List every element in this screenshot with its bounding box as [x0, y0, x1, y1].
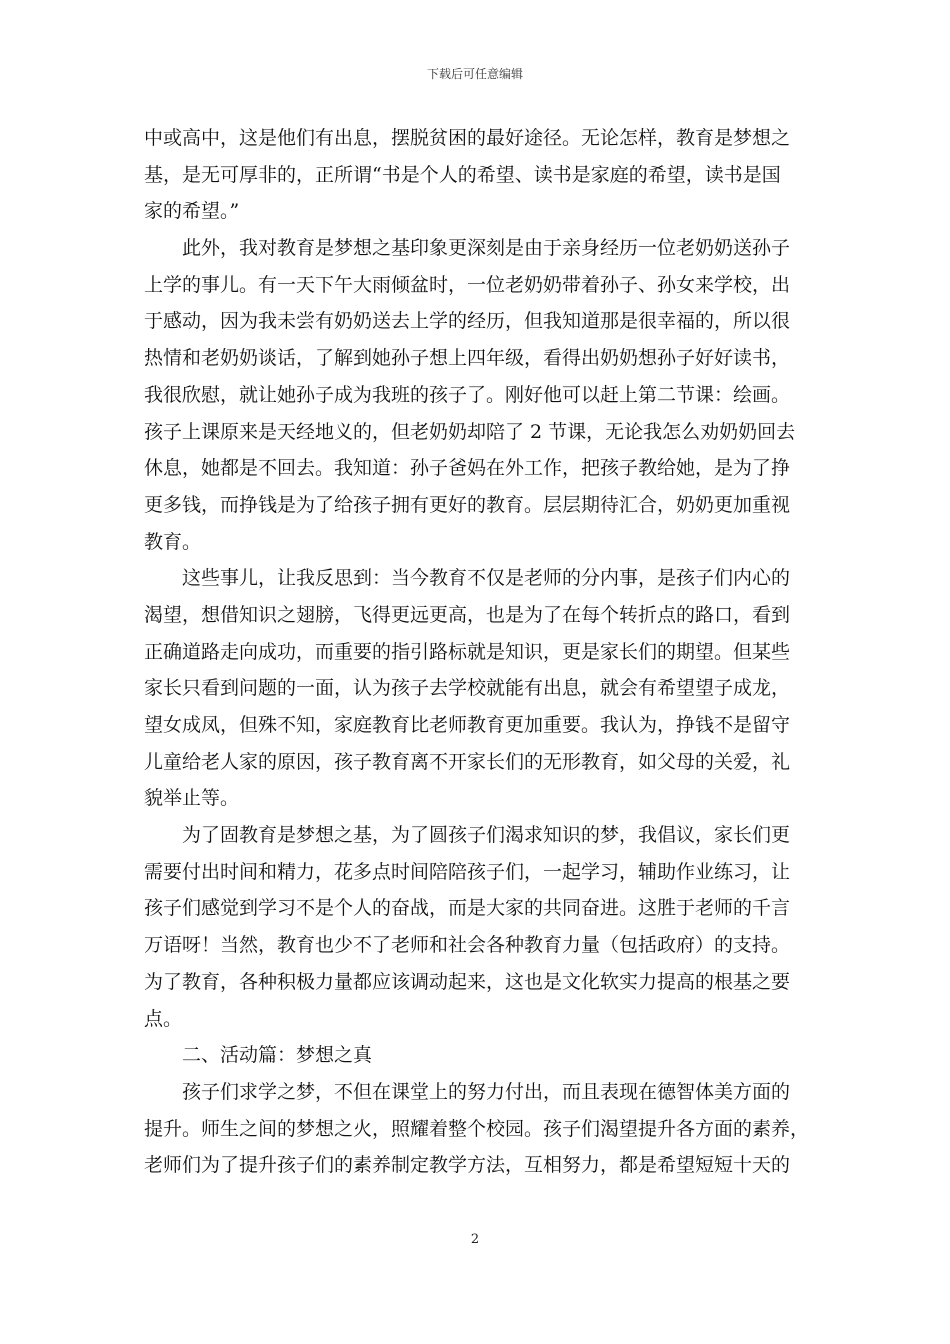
text-line: 貌举止等。 [144, 787, 240, 810]
text-line: 热情和老奶奶谈话，了解到她孙子想上四年级，看得出奶奶想孙子好好读书， [144, 347, 791, 370]
text-line: 孩子上课原来是天经地义的，但老奶奶却陪了 2 节课，无论我怎么劝奶奶回去 [144, 420, 796, 443]
paragraph [144, 817, 808, 1037]
text-line: 提升。师生之间的梦想之火，照耀着整个校园。孩子们渴望提升各方面的素养， [144, 1117, 810, 1140]
text-line: 家的希望。” [144, 200, 240, 223]
text-line: 教育。 [144, 530, 202, 553]
document-body [144, 120, 808, 1184]
section-heading [144, 1037, 808, 1074]
page-header: 下载后可任意编辑 [426, 67, 523, 81]
text-line: 孩子们感觉到学习不是个人的奋战，而是大家的共同奋进。这胜于老师的千言 [144, 897, 791, 920]
text-line: 我很欣慰，就让她孙子成为我班的孩子了。刚好他可以赶上第二节课：绘画。 [144, 383, 791, 406]
text-line: 中或高中，这是他们有出息，摆脱贫困的最好途径。无论怎样，教育是梦想之 [144, 127, 791, 149]
paragraph [144, 1074, 808, 1184]
text-line: 需要付出时间和精力，花多点时间陪陪孩子们，一起学习，辅助作业练习，让 [144, 860, 791, 883]
text-line: 孩子们求学之梦，不但在课堂上的努力付出，而且表现在德智体美方面的 [182, 1080, 791, 1103]
paragraph [144, 560, 808, 817]
text-line: 基，是无可厚非的，正所谓“书是个人的希望、读书是家庭的希望，读书是国 [144, 163, 781, 186]
section-heading-text: 二、活动篇：梦想之真 [182, 1044, 373, 1067]
text-line: 为了教育，各种积极力量都应该调动起来，这也是文化软实力提高的根基之要 [144, 970, 791, 993]
paragraph [144, 230, 808, 560]
text-line: 点。 [144, 1007, 183, 1030]
text-line: 上学的事儿。有一天下午大雨倾盆时，一位老奶奶带着孙子、孙女来学校，出 [144, 273, 791, 296]
text-line: 更多钱，而挣钱是为了给孩子拥有更好的教育。层层期待汇合，奶奶更加重视 [144, 493, 791, 516]
text-line: 万语呀！当然，教育也少不了老师和社会各种教育力量（包括政府）的支持。 [144, 934, 791, 957]
text-line: 儿童给老人家的原因，孩子教育离不开家长们的无形教育，如父母的关爱，礼 [144, 750, 791, 773]
text-line: 这些事儿，让我反思到：当今教育不仅是老师的分内事，是孩子们内心的 [182, 567, 791, 590]
page-number: 2 [470, 1232, 480, 1247]
text-line: 老师们为了提升孩子们的素养制定教学方法，互相努力，都是希望短短十天的 [144, 1154, 791, 1177]
text-line: 此外，我对教育是梦想之基印象更深刻是由于亲身经历一位老奶奶送孙子 [182, 237, 791, 260]
text-line: 渴望，想借知识之翅膀，飞得更远更高，也是为了在每个转折点的路口，看到 [144, 603, 791, 626]
text-line: 于感动，因为我未尝有奶奶送去上学的经历，但我知道那是很幸福的，所以很 [144, 310, 791, 333]
text-line: 为了固教育是梦想之基，为了圆孩子们渴求知识的梦，我倡议，家长们更 [182, 824, 791, 847]
text-line: 望女成凤，但殊不知，家庭教育比老师教育更加重要。我认为，挣钱不是留守 [144, 714, 791, 736]
text-line: 正确道路走向成功，而重要的指引路标就是知识，更是家长们的期望。但某些 [144, 640, 791, 663]
text-line: 家长只看到问题的一面，认为孩子去学校就能有出息，就会有希望望子成龙， [144, 677, 791, 700]
text-line: 休息，她都是不回去。我知道：孙子爸妈在外工作，把孩子教给她，是为了挣 [144, 457, 791, 480]
paragraph [144, 120, 808, 230]
